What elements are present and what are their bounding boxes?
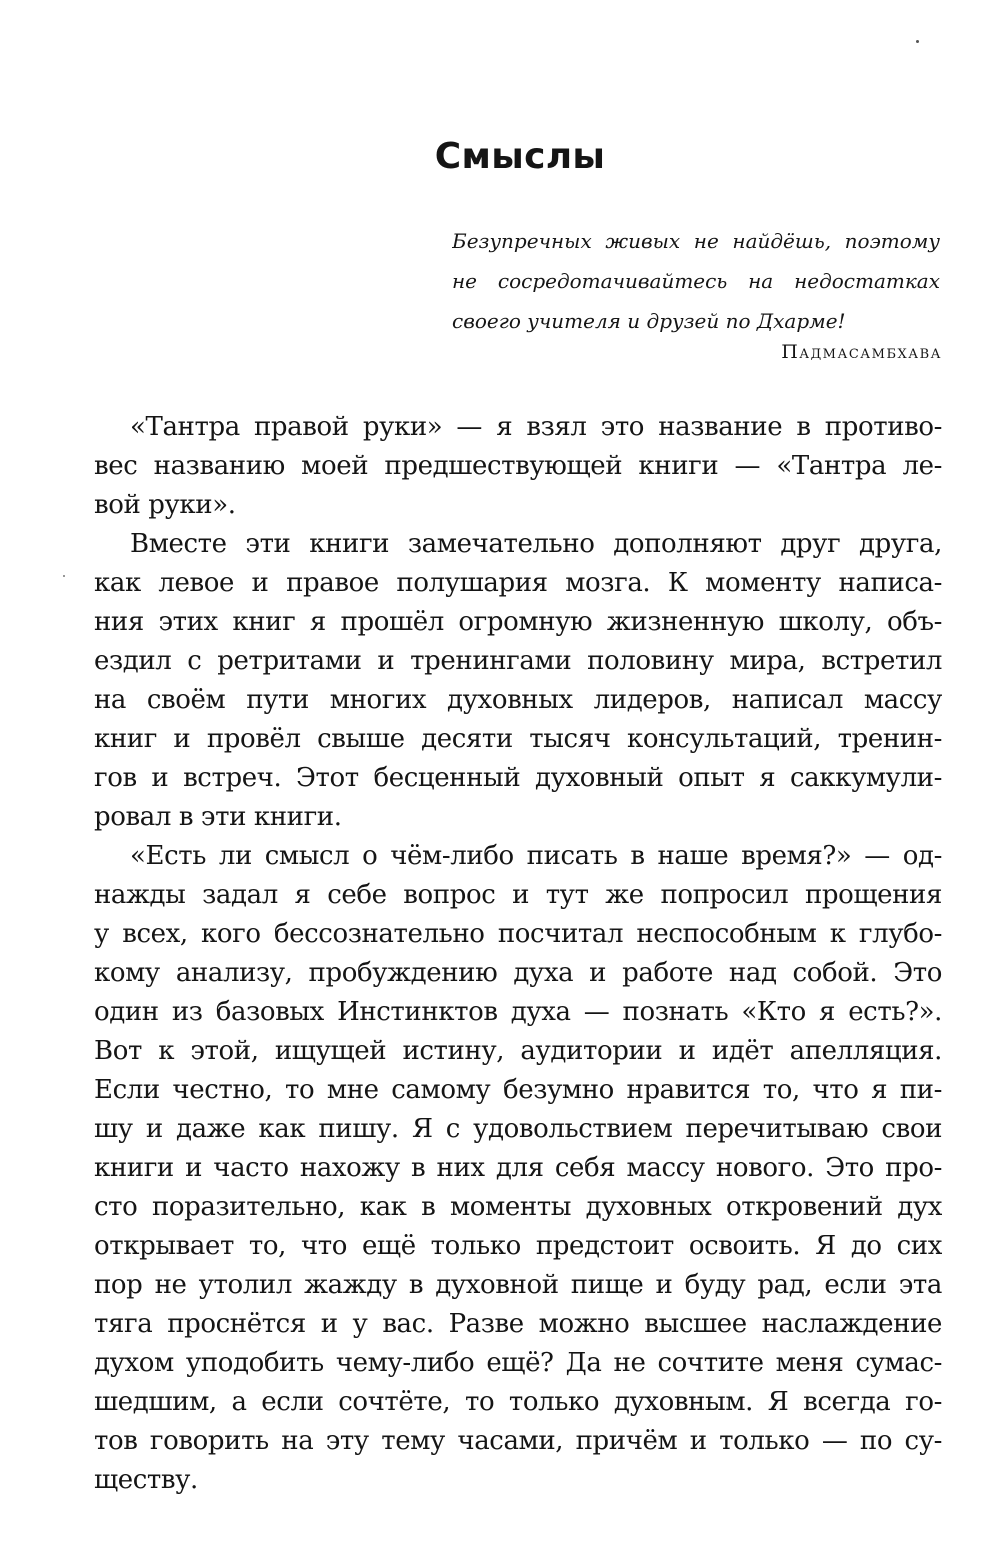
text-line: вес названию моей предшествующей книги — «Тантра ле- (94, 451, 942, 481)
paragraph-1 (94, 408, 942, 525)
text-line: «Тантра правой руки» — я взял это название в противо- (130, 412, 942, 442)
text-line: Вместе эти книги замечательно дополняют друг друга, (130, 529, 942, 559)
epigraph-author: Падмасамбхава (781, 341, 942, 363)
text-line: книг и провёл свыше десяти тысяч консультаций, тренин- (94, 724, 942, 754)
text-line: на своём пути многих духовных лидеров, написал массу (94, 685, 942, 715)
text-line: книги и часто нахожу в них для себя массу нового. Это про- (94, 1153, 942, 1183)
text-line: один из базовых Инстинктов духа — познать «Кто я есть?». (94, 997, 942, 1027)
epigraph-quote (452, 221, 940, 341)
text-line: нажды задал я себе вопрос и тут же попросил прощения (94, 880, 942, 910)
text-line: открывает то, что ещё только предстоит освоить. Я до сих (94, 1231, 942, 1261)
text-line: сто поразительно, как в моменты духовных откровений дух (94, 1192, 942, 1222)
text-line: Вот к этой, ищущей истину, аудитории и идёт апелляция. (94, 1036, 942, 1066)
text-line: «Есть ли смысл о чём-либо писать в наше время?» — од- (130, 841, 942, 871)
text-line: ровал в эти книги. (94, 802, 342, 832)
paragraph-2 (94, 525, 942, 837)
text-line: вой руки». (94, 490, 236, 520)
text-line: кому анализу, пробуждению духа и работе над собой. Это (94, 958, 942, 988)
text-line: пор не утолил жажду в духовной пище и буду рад, если эта (94, 1270, 942, 1300)
chapter-title: Смыслы (434, 136, 606, 177)
text-line: ездил с ретритами и тренингами половину мира, встретил (94, 646, 942, 676)
text-line: гов и встреч. Этот бесценный духовный опыт я саккумули- (94, 763, 942, 793)
paragraph-3 (94, 837, 942, 1500)
epigraph-line: Безупречных живых не найдёшь, поэтому (452, 229, 940, 253)
margin-speck-mark (63, 575, 65, 577)
text-line: шедшим, а если сочтёте, то только духовным. Я всегда го- (94, 1387, 942, 1417)
text-line: шу и даже как пишу. Я с удовольствием перечитываю свои (94, 1114, 942, 1144)
print-speck-mark (916, 40, 919, 43)
epigraph-line: не сосредотачивайтесь на недостатках (452, 269, 940, 293)
epigraph-line: своего учителя и друзей по Дхарме! (452, 309, 846, 333)
text-line: Если честно, то мне самому безумно нравится то, что я пи- (94, 1075, 942, 1105)
text-line: ния этих книг я прошёл огромную жизненную школу, объ- (94, 607, 942, 637)
body-text (94, 408, 942, 1500)
text-line: духом уподобить чему-либо ещё? Да не сочтите меня сумас- (94, 1348, 942, 1378)
text-line: тяга проснётся и у вас. Разве можно высшее наслаждение (94, 1309, 942, 1339)
text-line: как левое и правое полушария мозга. К моменту написа- (94, 568, 942, 598)
text-line: тов говорить на эту тему часами, причём и только — по су- (94, 1426, 942, 1456)
text-line: у всех, кого бессознательно посчитал неспособным к глубо- (94, 919, 942, 949)
text-line: ществу. (94, 1465, 198, 1495)
